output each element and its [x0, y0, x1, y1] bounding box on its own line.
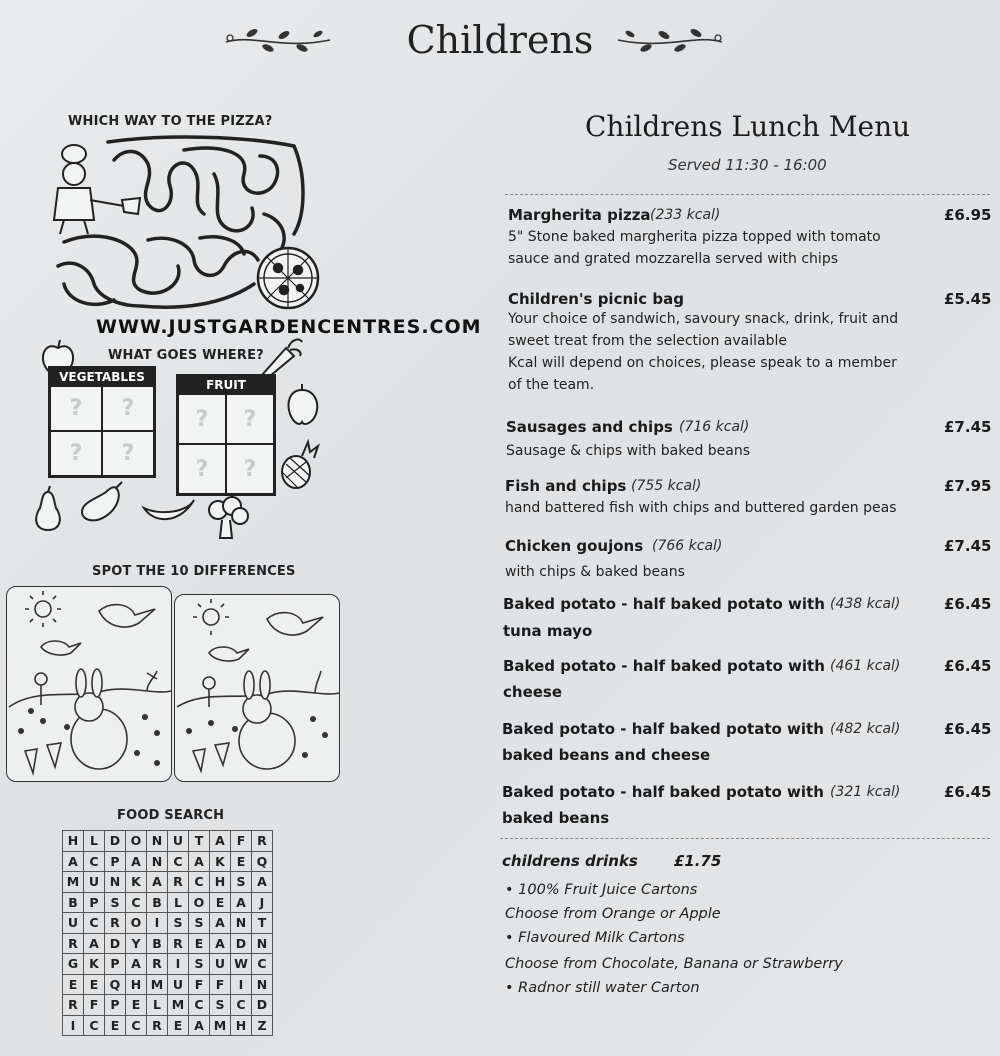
letter-cell[interactable]: C — [231, 995, 252, 1016]
menu-item-name-continued: tuna mayo — [503, 622, 593, 640]
letter-cell[interactable]: E — [231, 852, 252, 873]
letter-cell[interactable]: I — [168, 954, 189, 975]
menu-item-name: Baked potato - half baked potato with — [502, 783, 824, 801]
menu-item-description: Sausage & chips with baked beans — [506, 443, 751, 459]
divider-top — [505, 194, 990, 195]
letter-cell[interactable]: N — [231, 913, 252, 934]
letter-cell[interactable]: U — [168, 831, 189, 852]
letter-cell[interactable]: Y — [126, 934, 147, 955]
banana-icon — [140, 494, 198, 530]
menu-item-kcal: (482 kcal) — [830, 721, 901, 737]
drink-line: • 100% Fruit Juice Cartons — [505, 882, 698, 898]
letter-cell[interactable]: R — [105, 913, 126, 934]
menu-item-kcal: (716 kcal) — [679, 419, 750, 435]
menu-item-name: Fish and chips — [505, 477, 627, 495]
menu-item-name: Children's picnic bag — [508, 290, 685, 308]
letter-cell[interactable]: B — [147, 893, 168, 914]
vegetables-cell[interactable]: ? — [50, 386, 102, 431]
letter-cell[interactable]: P — [105, 954, 126, 975]
vegetables-cell[interactable]: ? — [50, 431, 102, 476]
letter-cell[interactable]: S — [189, 954, 210, 975]
drinks-title: childrens drinks — [502, 852, 638, 870]
letter-cell[interactable]: M — [147, 975, 168, 996]
letter-cell[interactable]: C — [126, 893, 147, 914]
letter-cell[interactable]: U — [63, 913, 84, 934]
menu-item-name: Baked potato - half baked potato with — [503, 595, 825, 613]
letter-cell[interactable]: P — [84, 893, 105, 914]
letter-cell[interactable]: R — [147, 954, 168, 975]
letter-cell[interactable]: C — [84, 1016, 105, 1037]
letter-cell[interactable]: K — [126, 872, 147, 893]
letter-cell[interactable]: H — [231, 1016, 252, 1037]
letter-cell[interactable]: M — [210, 1016, 231, 1037]
menu-item-kcal: (461 kcal) — [830, 658, 901, 674]
letter-cell[interactable]: A — [231, 893, 252, 914]
letter-cell[interactable]: A — [189, 852, 210, 873]
letter-cell[interactable]: A — [126, 852, 147, 873]
letter-cell[interactable]: L — [147, 995, 168, 1016]
letter-cell[interactable]: H — [63, 831, 84, 852]
letter-cell[interactable]: E — [105, 1016, 126, 1037]
fruit-label: FRUIT — [178, 376, 274, 394]
pepper-icon — [282, 382, 322, 428]
fruit-cell[interactable]: ? — [178, 394, 226, 444]
menu-item-price: £5.45 — [944, 290, 992, 308]
letter-cell[interactable]: S — [210, 995, 231, 1016]
letter-cell[interactable]: C — [84, 913, 105, 934]
food-search-grid — [62, 830, 273, 1036]
vegetables-grid — [50, 386, 154, 476]
letter-cell[interactable]: R — [168, 934, 189, 955]
menu-served-times: Served 11:30 - 16:00 — [668, 156, 827, 174]
letter-cell[interactable]: O — [189, 893, 210, 914]
letter-cell[interactable]: W — [231, 954, 252, 975]
menu-item-description: Kcal will depend on choices, please speak to a member — [508, 355, 897, 371]
letter-cell[interactable]: N — [147, 852, 168, 873]
vegetables-cell[interactable]: ? — [102, 431, 154, 476]
letter-cell[interactable]: A — [189, 1016, 210, 1037]
letter-cell[interactable]: A — [84, 934, 105, 955]
menu-item-description: 5" Stone baked margherita pizza topped with tomato — [508, 229, 881, 245]
letter-cell[interactable]: Q — [252, 852, 273, 873]
menu-item-name-continued: baked beans — [502, 809, 610, 827]
letter-cell[interactable]: A — [63, 852, 84, 873]
letter-cell[interactable]: S — [231, 872, 252, 893]
letter-cell[interactable]: C — [252, 954, 273, 975]
food-search-title: FOOD SEARCH — [117, 808, 225, 823]
letter-cell[interactable]: N — [252, 934, 273, 955]
menu-item-price: £7.45 — [944, 537, 992, 555]
letter-cell[interactable]: A — [147, 872, 168, 893]
letter-cell[interactable]: M — [168, 995, 189, 1016]
letter-cell[interactable]: H — [126, 975, 147, 996]
menu-item-kcal: (233 kcal) — [650, 207, 721, 223]
divider-bottom — [500, 838, 990, 839]
pear-icon — [30, 484, 66, 534]
letter-cell[interactable]: T — [252, 913, 273, 934]
letter-cell[interactable]: N — [105, 872, 126, 893]
spot-differences-title: SPOT THE 10 DIFFERENCES — [92, 564, 296, 579]
letter-cell[interactable]: P — [105, 995, 126, 1016]
letter-cell[interactable]: I — [231, 975, 252, 996]
menu-item-name: Chicken goujons — [505, 537, 644, 555]
drinks-price: £1.75 — [673, 852, 722, 870]
pizza-maze-illustration — [44, 134, 334, 314]
letter-cell[interactable]: C — [126, 1016, 147, 1037]
letter-cell[interactable]: C — [189, 995, 210, 1016]
letter-cell[interactable]: A — [210, 913, 231, 934]
letter-cell[interactable]: M — [63, 872, 84, 893]
letter-cell[interactable]: F — [189, 975, 210, 996]
what-goes-where-title: WHAT GOES WHERE? — [108, 348, 264, 363]
letter-cell[interactable]: C — [84, 852, 105, 873]
fruit-grid — [178, 394, 274, 494]
menu-item-kcal: (755 kcal) — [631, 478, 702, 494]
letter-cell[interactable]: R — [63, 934, 84, 955]
difference-panel-right — [174, 594, 340, 782]
letter-cell[interactable]: E — [168, 1016, 189, 1037]
bunny-scene-left — [7, 587, 173, 783]
fruit-cell[interactable]: ? — [226, 444, 274, 494]
letter-cell[interactable]: B — [147, 934, 168, 955]
bunny-scene-right — [175, 595, 341, 783]
letter-cell[interactable]: N — [147, 831, 168, 852]
letter-cell[interactable]: Q — [105, 975, 126, 996]
letter-cell[interactable]: G — [63, 954, 84, 975]
letter-cell[interactable]: T — [189, 831, 210, 852]
menu-item-name-continued: cheese — [503, 683, 563, 701]
letter-cell[interactable]: S — [189, 913, 210, 934]
website-watermark: WWW.JUSTGARDENCENTRES.COM — [96, 316, 482, 338]
menu-item-price: £6.95 — [944, 206, 992, 224]
menu-item-name: Baked potato - half baked potato with — [502, 720, 824, 738]
menu-item-price: £6.45 — [944, 720, 992, 738]
letter-cell[interactable]: U — [210, 954, 231, 975]
letter-cell[interactable]: S — [105, 893, 126, 914]
letter-cell[interactable]: R — [168, 872, 189, 893]
drink-line: • Flavoured Milk Cartons — [505, 930, 685, 946]
letter-cell[interactable]: L — [84, 831, 105, 852]
menu-item-price: £6.45 — [944, 783, 992, 801]
letter-cell[interactable]: F — [231, 831, 252, 852]
menu-item-kcal: (766 kcal) — [652, 538, 723, 554]
letter-cell[interactable]: P — [105, 852, 126, 873]
letter-cell[interactable]: R — [63, 995, 84, 1016]
letter-cell[interactable]: E — [126, 995, 147, 1016]
fruit-cell[interactable]: ? — [226, 394, 274, 444]
letter-cell[interactable]: O — [126, 913, 147, 934]
letter-cell[interactable]: U — [168, 975, 189, 996]
drink-line: Choose from Orange or Apple — [505, 906, 721, 922]
aubergine-icon — [78, 480, 128, 526]
letter-cell[interactable]: I — [147, 913, 168, 934]
vegetables-label: VEGETABLES — [50, 368, 154, 386]
letter-cell[interactable]: H — [210, 872, 231, 893]
letter-cell[interactable]: B — [63, 893, 84, 914]
letter-cell[interactable]: A — [210, 934, 231, 955]
menu-item-kcal: (321 kcal) — [830, 784, 901, 800]
menu-item-kcal: (438 kcal) — [830, 596, 901, 612]
letter-cell[interactable]: E — [210, 893, 231, 914]
letter-cell[interactable]: C — [168, 852, 189, 873]
letter-cell[interactable]: F — [84, 995, 105, 1016]
letter-cell[interactable]: A — [252, 872, 273, 893]
letter-cell[interactable]: A — [210, 831, 231, 852]
letter-cell[interactable]: J — [252, 893, 273, 914]
menu-item-description: sweet treat from the selection available — [508, 333, 788, 349]
menu-item-name: Baked potato - half baked potato with — [503, 657, 825, 675]
vegetables-cell[interactable]: ? — [102, 386, 154, 431]
letter-cell[interactable]: E — [84, 975, 105, 996]
page-title: Childrens — [406, 18, 594, 62]
letter-cell[interactable]: Z — [252, 1016, 273, 1037]
letter-cell[interactable]: S — [168, 913, 189, 934]
drink-line: • Radnor still water Carton — [505, 980, 700, 996]
menu-item-description: sauce and grated mozzarella served with chips — [508, 251, 838, 267]
drink-line: Choose from Chocolate, Banana or Strawberry — [505, 956, 843, 972]
menu-item-description: of the team. — [508, 377, 595, 393]
fruit-box — [176, 374, 276, 496]
menu-item-price: £6.45 — [944, 595, 992, 613]
menu-item-price: £7.95 — [944, 477, 992, 495]
letter-cell[interactable]: R — [252, 831, 273, 852]
letter-cell[interactable]: D — [252, 995, 273, 1016]
letter-cell[interactable]: D — [105, 831, 126, 852]
menu-item-description: Your choice of sandwich, savoury snack, drink, fruit and — [508, 311, 899, 327]
letter-cell[interactable]: N — [252, 975, 273, 996]
letter-cell[interactable]: K — [84, 954, 105, 975]
letter-cell[interactable]: U — [84, 872, 105, 893]
fruit-cell[interactable]: ? — [178, 444, 226, 494]
letter-cell[interactable]: E — [189, 934, 210, 955]
letter-cell[interactable]: F — [210, 975, 231, 996]
menu-title: Childrens Lunch Menu — [585, 110, 911, 143]
difference-panel-left — [6, 586, 172, 782]
letter-cell[interactable]: L — [168, 893, 189, 914]
letter-cell[interactable]: O — [126, 831, 147, 852]
letter-cell[interactable]: D — [105, 934, 126, 955]
maze-title: WHICH WAY TO THE PIZZA? — [68, 114, 273, 129]
menu-item-name: Sausages and chips — [506, 418, 673, 436]
menu-item-name: Margherita pizza — [508, 206, 651, 224]
letter-cell[interactable]: D — [231, 934, 252, 955]
vegetables-box — [48, 366, 156, 478]
letter-cell[interactable]: E — [63, 975, 84, 996]
letter-cell[interactable]: I — [63, 1016, 84, 1037]
letter-cell[interactable]: R — [147, 1016, 168, 1037]
menu-item-description: with chips & baked beans — [505, 564, 685, 580]
letter-cell[interactable]: C — [189, 872, 210, 893]
letter-cell[interactable]: K — [210, 852, 231, 873]
drinks-heading — [502, 852, 721, 870]
menu-item-price: £7.45 — [944, 418, 992, 436]
broccoli-icon — [204, 494, 252, 542]
pineapple-icon — [276, 438, 322, 490]
vine-ornament-right — [614, 24, 726, 58]
menu-item-name-continued: baked beans and cheese — [502, 746, 711, 764]
menu-item-description: hand battered fish with chips and buttered garden peas — [505, 500, 897, 516]
letter-cell[interactable]: A — [126, 954, 147, 975]
menu-item-price: £6.45 — [944, 657, 992, 675]
